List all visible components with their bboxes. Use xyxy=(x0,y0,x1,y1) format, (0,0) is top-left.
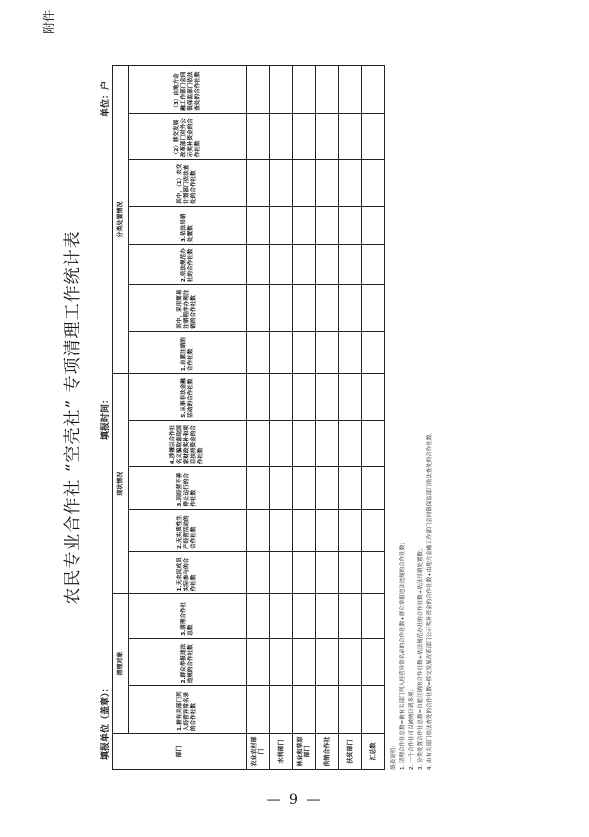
table-cell[interactable] xyxy=(270,594,293,638)
col-header: 4.涉嫌以合作社名义骗取套取国家财政奖补和项目扶持资金的合作社数 xyxy=(129,420,247,467)
table-cell[interactable] xyxy=(247,244,270,284)
table-cell[interactable] xyxy=(247,285,270,332)
row-label: 农业农村部门 xyxy=(247,734,270,770)
row-label: 供销合作社 xyxy=(316,734,339,770)
table-cell[interactable] xyxy=(270,420,293,467)
table-cell[interactable] xyxy=(316,594,339,638)
table-cell[interactable] xyxy=(316,420,339,467)
fill-time-label: 填报时间： xyxy=(101,394,111,440)
table-cell[interactable] xyxy=(293,206,316,244)
table-cell[interactable] xyxy=(316,244,339,284)
table-cell[interactable] xyxy=(270,686,293,734)
row-label: 林业和草原部门 xyxy=(293,734,316,770)
attachment-label: 附件 xyxy=(42,9,56,34)
col-header: 3.依法吊销处置数 xyxy=(129,206,247,244)
col-header: 5.从事非法金融活动的合作社数 xyxy=(129,374,247,421)
table-cell[interactable] xyxy=(293,160,316,207)
table-row xyxy=(316,66,339,770)
table-cell[interactable] xyxy=(247,331,270,373)
unit-label: 单位：户 xyxy=(101,81,111,118)
table-cell[interactable] xyxy=(316,331,339,373)
table-cell[interactable] xyxy=(316,467,339,509)
table-row xyxy=(339,66,362,770)
table-cell[interactable] xyxy=(247,467,270,509)
col-header: 1.被有关部门列入经营异常名录的合作社数 xyxy=(129,686,247,734)
row-label: 汇总数 xyxy=(362,734,385,770)
table-cell[interactable] xyxy=(316,206,339,244)
cleanup-group-header: 清理对象 xyxy=(113,594,129,734)
table-cell[interactable] xyxy=(293,244,316,284)
table-cell[interactable] xyxy=(247,66,270,114)
table-cell[interactable] xyxy=(247,551,270,593)
col-header: 其中，采用简易注销程序办理注销的合作社数 xyxy=(129,285,247,332)
table-cell[interactable] xyxy=(293,285,316,332)
col-header: 2.群众举报违法违规的合作社数 xyxy=(129,638,247,686)
table-cell[interactable] xyxy=(339,686,362,734)
page-number: — 9 — xyxy=(266,792,323,808)
note-item: 3. 分类处置合作社总数=自愿注销的合作社数+依法规范办社的合作社数+依法吊销处置数； xyxy=(418,545,424,770)
table-cell[interactable] xyxy=(293,331,316,373)
table-cell[interactable] xyxy=(362,160,385,207)
table-cell[interactable] xyxy=(293,686,316,734)
table-cell[interactable] xyxy=(247,113,270,160)
col-header: 2.无实质性生产经营活动的合作社数 xyxy=(129,509,247,551)
table-cell[interactable] xyxy=(339,509,362,551)
table-cell[interactable] xyxy=(316,113,339,160)
table-cell[interactable] xyxy=(247,509,270,551)
table-cell[interactable] xyxy=(293,420,316,467)
statistics-sheet xyxy=(52,65,572,770)
table-cell[interactable] xyxy=(339,467,362,509)
table-cell[interactable] xyxy=(362,285,385,332)
table-cell[interactable] xyxy=(339,244,362,284)
table-cell[interactable] xyxy=(247,420,270,467)
table-row xyxy=(247,66,270,770)
table-cell[interactable] xyxy=(339,206,362,244)
table-row xyxy=(293,66,316,770)
table-cell[interactable] xyxy=(270,285,293,332)
table-cell[interactable] xyxy=(362,594,385,638)
row-label: 水利部门 xyxy=(270,734,293,770)
table-cell[interactable] xyxy=(339,420,362,467)
table-cell[interactable] xyxy=(316,285,339,332)
table-cell[interactable] xyxy=(339,374,362,421)
table-cell[interactable] xyxy=(362,331,385,373)
table-cell[interactable] xyxy=(247,686,270,734)
table-cell[interactable] xyxy=(316,638,339,686)
table-cell[interactable] xyxy=(362,420,385,467)
table-cell[interactable] xyxy=(362,686,385,734)
col-header: 2.依法规范办社的合作社数 xyxy=(129,244,247,284)
table-cell[interactable] xyxy=(270,244,293,284)
table-cell[interactable] xyxy=(247,160,270,207)
notes-heading: 填表说明： xyxy=(391,742,397,770)
table-cell[interactable] xyxy=(362,509,385,551)
table-cell[interactable] xyxy=(339,331,362,373)
col-header: （2）移交发展改革部门对外公示奖补资金的合作社数 xyxy=(129,113,247,160)
table-cell[interactable] xyxy=(339,285,362,332)
table-cell[interactable] xyxy=(247,206,270,244)
note-item: 1. 清理合作社总数=被有关部门列入经营异常名录的合作社数+群众举报违法违规的合作社数； xyxy=(400,539,406,770)
table-cell[interactable] xyxy=(362,638,385,686)
table-cell[interactable] xyxy=(316,551,339,593)
table-cell[interactable] xyxy=(362,551,385,593)
table-cell[interactable] xyxy=(316,509,339,551)
table-cell[interactable] xyxy=(293,509,316,551)
table-cell[interactable] xyxy=(270,551,293,593)
table-cell[interactable] xyxy=(293,638,316,686)
table-row xyxy=(362,66,385,770)
table-cell[interactable] xyxy=(362,113,385,160)
table-cell[interactable] xyxy=(270,467,293,509)
row-label: 扶贫部门 xyxy=(339,734,362,770)
table-cell[interactable] xyxy=(293,467,316,509)
table-cell[interactable] xyxy=(362,374,385,421)
col-header: （3）由地方金融工作部门会同银保监部门依法查处的合作社数 xyxy=(129,66,247,114)
note-item: 2. 一个合作社可以被统计到多项； xyxy=(409,686,415,770)
table-cell[interactable] xyxy=(339,594,362,638)
statistics-table xyxy=(112,65,385,770)
table-cell[interactable] xyxy=(339,66,362,114)
meta-row xyxy=(98,65,112,770)
table-cell[interactable] xyxy=(339,160,362,207)
col-header: 3.清理合作社总数 xyxy=(129,594,247,638)
table-cell[interactable] xyxy=(293,374,316,421)
table-row xyxy=(270,66,293,770)
situation-group-header: 现状情况 xyxy=(113,374,129,594)
col-header: 其中，（1）农交计划部门依法查处的合作社数 xyxy=(129,160,247,207)
table-cell[interactable] xyxy=(362,66,385,114)
table-cell[interactable] xyxy=(339,551,362,593)
table-cell[interactable] xyxy=(270,206,293,244)
table-cell[interactable] xyxy=(270,638,293,686)
table-cell[interactable] xyxy=(270,331,293,373)
fill-notes xyxy=(390,65,435,770)
dept-header: 部门 xyxy=(113,734,247,770)
col-header: 1.自愿注销的合作社数 xyxy=(129,331,247,373)
table-cell[interactable] xyxy=(362,244,385,284)
table-cell[interactable] xyxy=(270,160,293,207)
disposal-group-header: 分类处置情况 xyxy=(113,66,129,374)
table-cell[interactable] xyxy=(316,686,339,734)
table-cell[interactable] xyxy=(316,66,339,114)
col-header: 3.因经营不善停止运行的合作社数 xyxy=(129,467,247,509)
table-cell[interactable] xyxy=(362,467,385,509)
table-cell[interactable] xyxy=(316,160,339,207)
table-cell[interactable] xyxy=(293,594,316,638)
table-cell[interactable] xyxy=(247,638,270,686)
fill-unit-label: 填报单位（盖章）： xyxy=(101,683,111,760)
table-cell[interactable] xyxy=(247,374,270,421)
table-cell[interactable] xyxy=(270,374,293,421)
table-cell[interactable] xyxy=(316,374,339,421)
table-cell[interactable] xyxy=(362,206,385,244)
table-cell[interactable] xyxy=(339,113,362,160)
table-cell[interactable] xyxy=(293,66,316,114)
table-cell[interactable] xyxy=(247,594,270,638)
document-title: 农民专业合作社 “空壳社” 专项清理工作统计表 xyxy=(63,230,83,605)
col-header: 1.无农民成员实际参与的合作社数 xyxy=(129,551,247,593)
table-cell[interactable] xyxy=(270,113,293,160)
note-item: 4. 由有关部门依法查处的合作社数=移交发展改革部门公示奖补资金的合作社数+由地方金融工作部门会同银保监部门依法查处的合作社数。 xyxy=(427,429,433,770)
table-cell[interactable] xyxy=(339,638,362,686)
table-cell[interactable] xyxy=(270,66,293,114)
table-cell[interactable] xyxy=(270,509,293,551)
table-cell[interactable] xyxy=(293,551,316,593)
table-cell[interactable] xyxy=(293,113,316,160)
